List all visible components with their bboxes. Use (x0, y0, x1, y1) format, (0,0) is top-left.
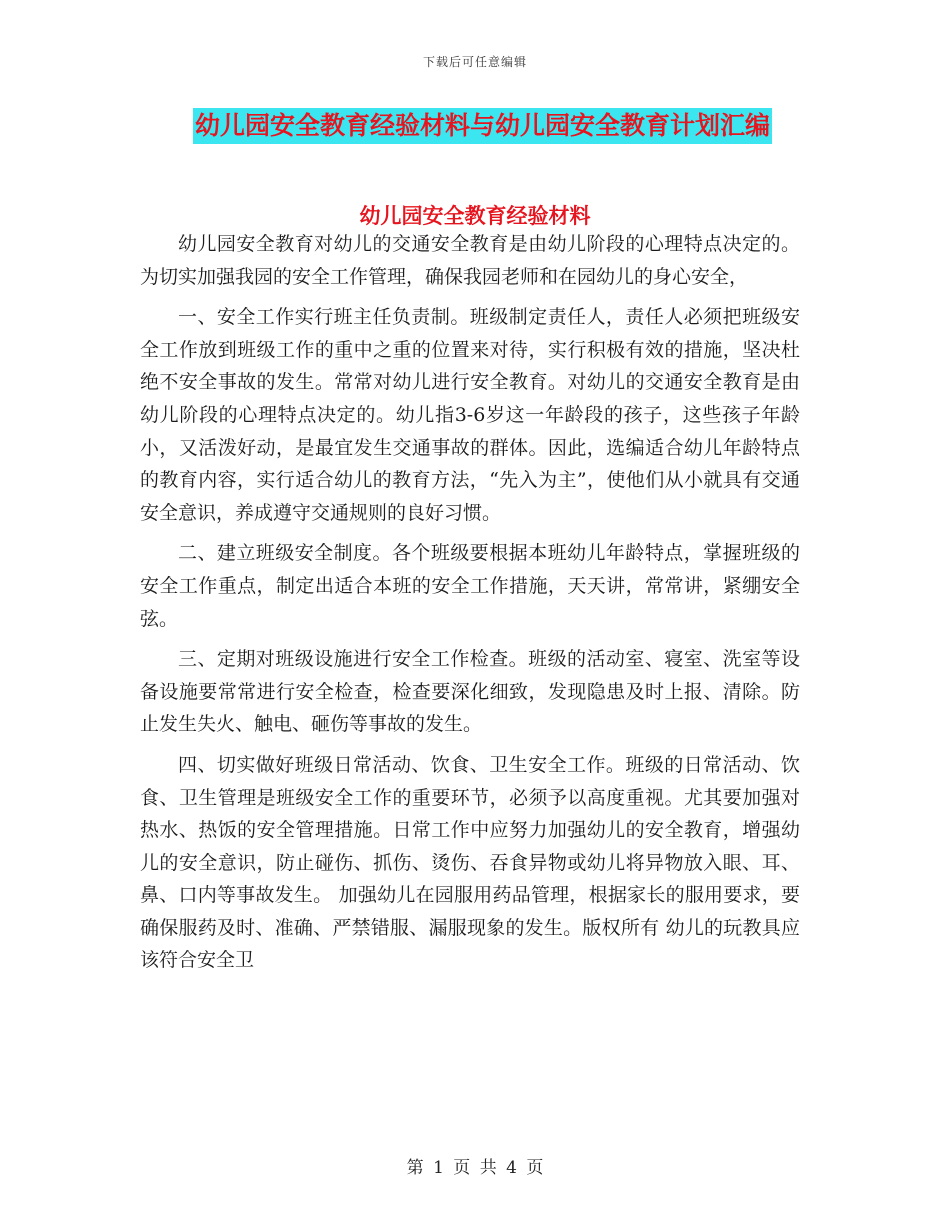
page-number-footer: 第 1 页 共 4 页 (406, 1158, 544, 1178)
paragraph-item-1: 一、安全工作实行班主任负责制。班级制定责任人，责任人必须把班级安全工作放到班级工作的重中之重的位置来对待，实行积极有效的措施，坚决杜绝不安全事故的发生。常常对幼儿进行安全教育。对幼儿的交通安全教育是由幼儿阶段的心理特点决定的。幼儿指3-6岁这一年龄段的孩子，这些孩子年龄小，又活泼好动，是最宜发生交通事故的群体。因此，选编适合幼儿年龄特点的教育内容，实行适合幼儿的教育方法，“先入为主”，使他们从小就具有交通安全意识，养成遵守交通规则的良好习惯。 (140, 306, 800, 524)
paragraph-item-2: 二、建立班级安全制度。各个班级要根据本班幼儿年龄特点，掌握班级的安全工作重点，制定出适合本班的安全工作措施，天天讲，常常讲，紧绷安全弦。 (140, 542, 800, 630)
page-header-note: 下载后可任意编辑 (422, 55, 527, 69)
document-title: 幼儿园安全教育经验材料与幼儿园安全教育计划汇编 (193, 108, 772, 144)
document-body (140, 228, 800, 985)
paragraph-item-3: 三、定期对班级设施进行安全工作检查。班级的活动室、寝室、洗室等设备设施要常常进行安全检查，检查要深化细致，发现隐患及时上报、清除。防止发生失火、触电、砸伤等事故的发生。 (140, 648, 800, 736)
intro-paragraph: 幼儿园安全教育对幼儿的交通安全教育是由幼儿阶段的心理特点决定的。为切实加强我园的安全工作管理，确保我园老师和在园幼儿的身心安全， (140, 233, 800, 288)
section-title: 幼儿园安全教育经验材料 (359, 203, 591, 228)
paragraph-item-4: 四、切实做好班级日常活动、饮食、卫生安全工作。班级的日常活动、饮食、卫生管理是班级安全工作的重要环节，必须予以高度重视。尤其要加强对热水、热饭的安全管理措施。日常工作中应努力加强幼儿的安全教育，增强幼儿的安全意识，防止碰伤、抓伤、烫伤、吞食异物或幼儿将异物放入眼、耳、鼻、口内等事故发生。 加强幼儿在园服用药品管理，根据家长的服用要求，要确保服药及时、准确、严禁错服、漏服现象的发生。版权所有 幼儿的玩教具应该符合安全卫 (140, 753, 800, 972)
